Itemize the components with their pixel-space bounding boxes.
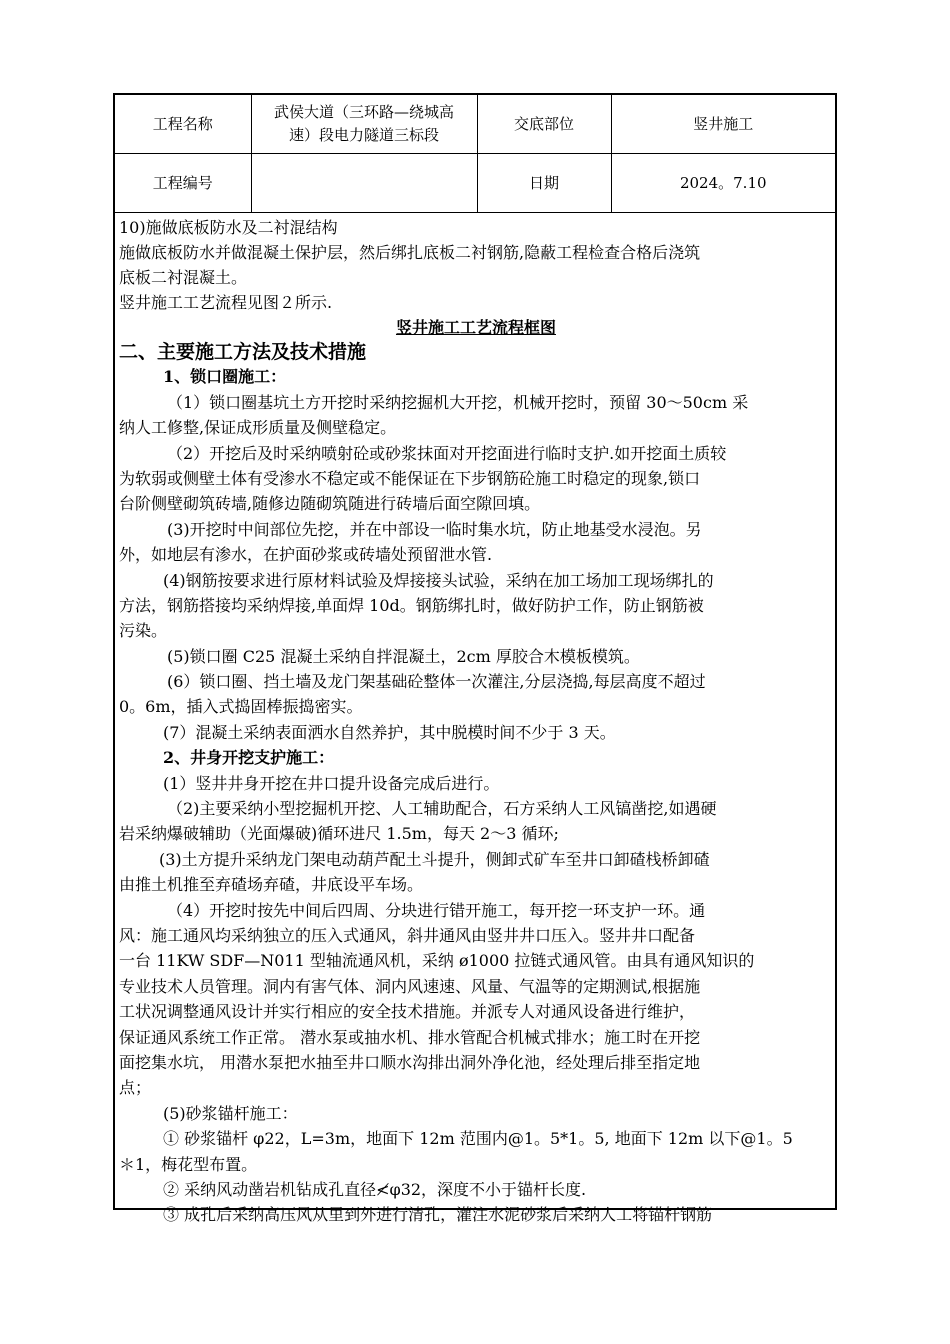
body-line: 底板二衬混凝土。 [119,268,248,287]
body-line: 台阶侧壁砌筑砖墙,随修边随砌筑随进行砖墙后面空隙回填。 [119,494,541,513]
body-line: (3)土方提升采纳龙门架电动葫芦配土斗提升，侧卸式矿车至井口卸碴栈桥卸碴 [159,850,710,869]
header-table [115,95,835,213]
project-name-label: 工程名称 [115,95,251,154]
body-line: 点； [119,1078,152,1097]
body-line: 专业技术人员管理。洞内有害气体、洞内风速速、风量、气温等的定期测试,根据施 [119,977,701,996]
body-line: 施做底板防水并做混凝土保护层，然后绑扎底板二衬钢筋,隐蔽工程检查合格后浇筑 [119,243,701,262]
body-line: 一台 11KW SDF—N011 型轴流通风机，采纳 ø1000 拉链式通风管。由具有通风知识的 [119,951,755,970]
project-no-label: 工程编号 [115,154,251,213]
body-line: 方法，钢筋搭接均采纳焊接,单面焊 10d。钢筋绑扎时，做好防护工作，防止钢筋被 [119,596,704,615]
body-line: （1）锁口圈基坑土方开挖时采纳挖掘机大开挖，机械开挖时，预留 30～50cm 采 [167,393,749,412]
body-line: ① 砂浆锚杆 φ22，L=3m，地面下 12m 范围内@1。5*1。5, 地面下 12m 以下@1。5 [163,1129,793,1148]
body-line: 10)施做底板防水及二衬混结构 [119,218,338,237]
body-line: (6）锁口圈、挡土墙及龙门架基础砼整体一次灌注,分层浇捣,每层高度不超过 [167,672,706,691]
body-line: 竖井施工工艺流程见图２所示. [119,293,333,312]
body-line: ③ 成孔后采纳高压风从里到外进行清孔，灌注水泥砂浆后采纳人工将锚杆钢筋 [163,1205,713,1224]
body-line: ② 采纳风动凿岩机钻成孔直径≮φ32，深度不小于锚杆长度. [163,1180,587,1199]
body-line: 污染。 [119,621,168,640]
body-line: 风：施工通风均采纳独立的压入式通风，斜井通风由竖井井口压入。竖井井口配备 [119,926,696,945]
body-line: (5)砂浆锚杆施工： [163,1104,298,1123]
body-line: (5)锁口圈 C25 混凝土采纳自拌混凝土，2cm 厚胶合木模板模筑。 [167,647,640,666]
body-line: (3)开挖时中间部位先挖，并在中部设一临时集水坑，防止地基受水浸泡。另 [167,520,702,539]
body-line: (1）竖井井身开挖在井口提升设备完成后进行。 [163,774,500,793]
body-line: 纳人工修整,保证成形质量及侧壁稳定。 [119,418,397,437]
body-line: （2）开挖后及时采纳喷射砼或砂浆抹面对开挖面进行临时支护.如开挖面土质较 [167,444,727,463]
subsection-heading: 1、锁口圈施工： [163,367,287,386]
project-name-line-2: 速）段电力隧道三标段 [288,126,439,144]
body-line: 面挖集水坑， 用潜水泵把水抽至井口顺水沟排出洞外净化池，经处理后排至指定地 [119,1053,701,1072]
handover-part-value: 竖井施工 [611,95,835,154]
body-line: （4）开挖时按先中间后四周、分块进行错开施工，每开挖一环支护一环。通 [167,901,706,920]
section-heading: 二、主要施工方法及技术措施 [119,341,367,363]
project-name-line-1: 武侯大道（三环路—绕城高 [273,103,454,121]
body-line: 为软弱或侧壁土体有受渗水不稳定或不能保证在下步钢筋砼施工时稳定的现象,锁口 [119,469,701,488]
body-line: 0。6m，插入式捣固棒振捣密实。 [119,697,363,716]
project-name-value [251,95,477,154]
date-label: 日期 [477,154,611,213]
body-line: ＊1，梅花型布置。 [119,1155,258,1174]
body-line: 由推土机推至弃碴场弃碴，井底设平车场。 [119,875,424,894]
project-no-value [251,154,477,213]
body-line: (7）混凝土采纳表面洒水自然养护，其中脱模时间不少于 3 天。 [163,723,616,742]
body-line: 岩采纳爆破辅助（光面爆破)循环进尺 1.5m，每天 2～3 循环; [119,824,559,843]
body-line: 工状况调整通风设计并实行相应的安全技术措施。并派专人对通风设备进行维护， [119,1002,696,1021]
figure-caption: 竖井施工工艺流程框图 [395,318,556,337]
body-line: (4)钢筋按要求进行原材料试验及焊接接头试验，采纳在加工场加工现场绑扎的 [163,571,714,590]
date-value: 2024。7.10 [611,154,835,213]
handover-part-label: 交底部位 [477,95,611,154]
body-line: 保证通风系统工作正常。 潜水泵或抽水机、排水管配合机械式排水；施工时在开挖 [119,1028,701,1047]
body-line: 外，如地层有渗水，在护面砂浆或砖墙处预留泄水管. [119,545,493,564]
body-line: （2)主要采纳小型挖掘机开挖、人工辅助配合，石方采纳人工风镐凿挖,如遇硬 [167,799,717,818]
document-frame [113,93,837,1224]
subsection-heading: 2、井身开挖支护施工： [163,748,335,767]
